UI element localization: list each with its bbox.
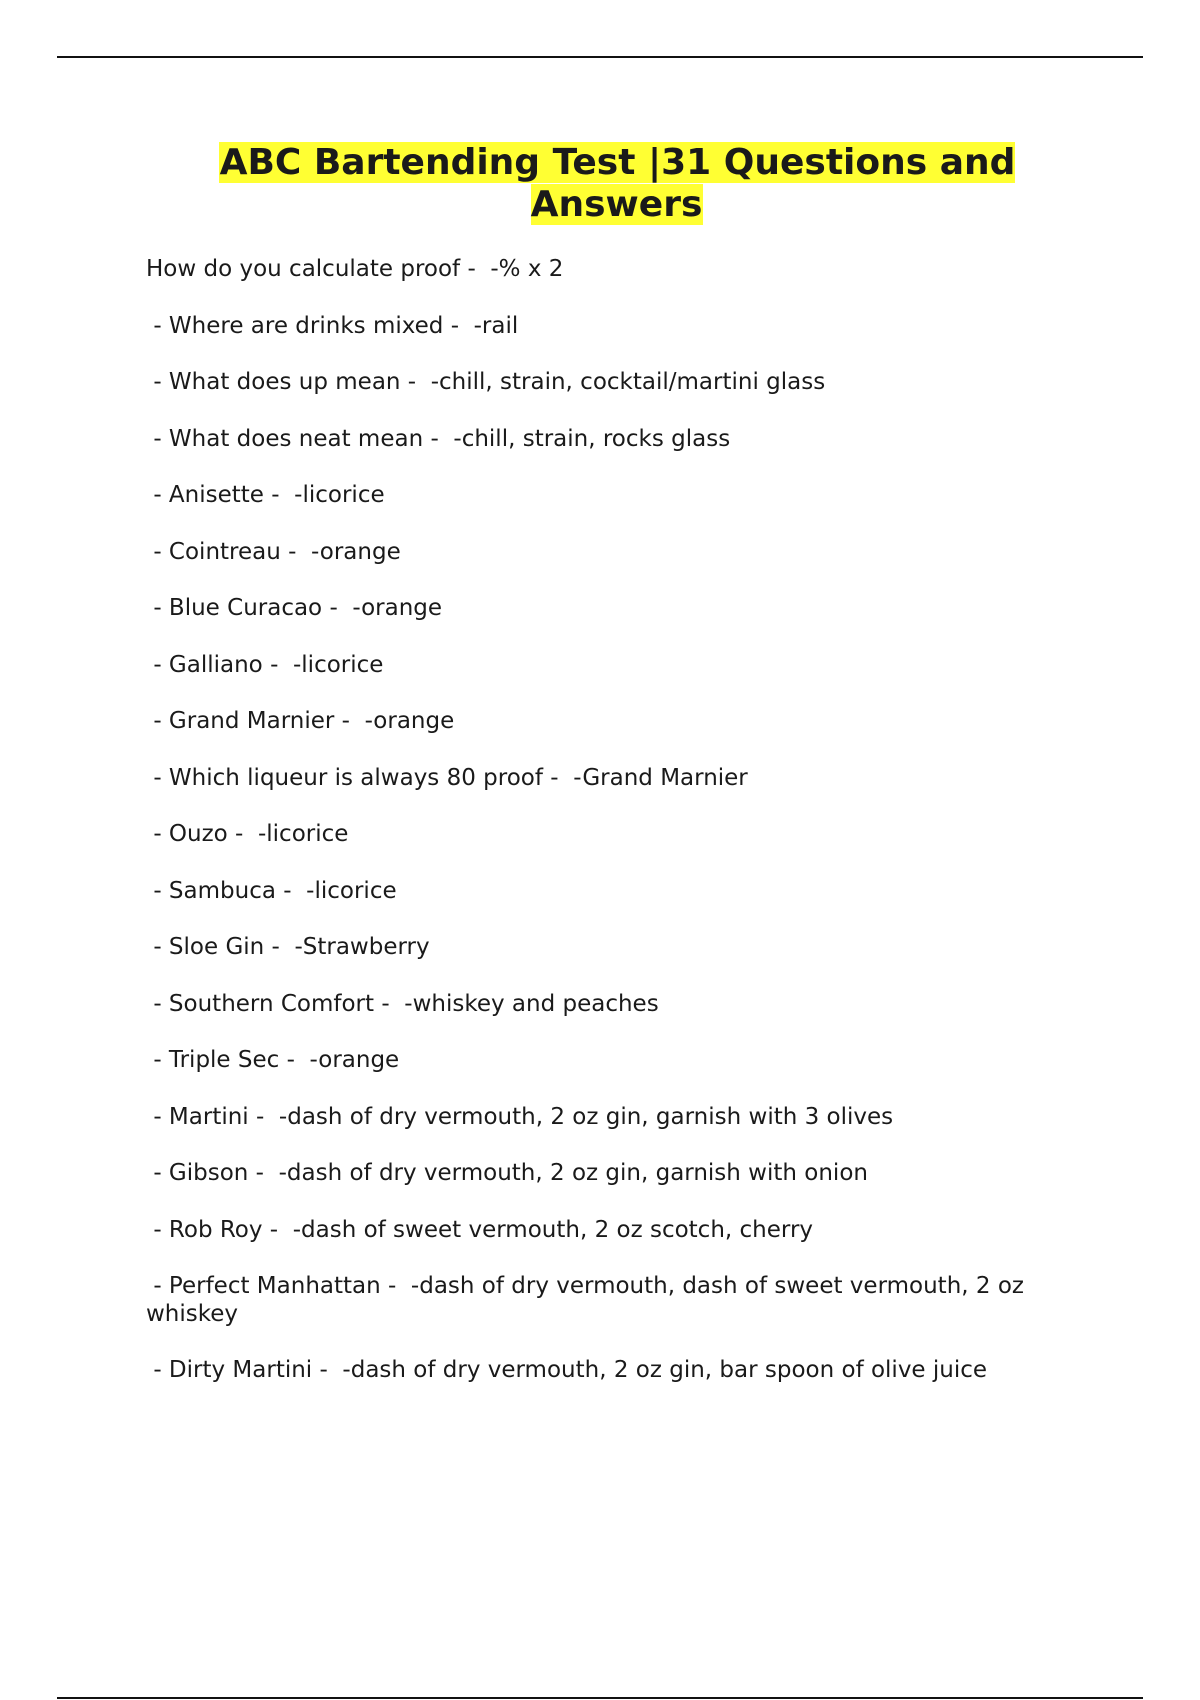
qa-item-galliano: - Galliano - -licorice bbox=[146, 651, 384, 678]
top-divider bbox=[57, 56, 1143, 58]
qa-item-proof: How do you calculate proof - -% x 2 bbox=[146, 256, 564, 282]
qa-item-triple-sec: - Triple Sec - -orange bbox=[146, 1047, 400, 1073]
bottom-divider bbox=[57, 1697, 1143, 1699]
qa-item-ouzo: - Ouzo - -licorice bbox=[146, 821, 349, 847]
qa-item-sambuca: - Sambuca - -licorice bbox=[146, 877, 397, 904]
qa-item-sloe-gin: - Sloe Gin - -Strawberry bbox=[146, 934, 430, 960]
qa-item-drinks-mixed: - Where are drinks mixed - -rail bbox=[146, 312, 519, 339]
qa-item-80-proof: - Which liqueur is always 80 proof - -Grand Marnier bbox=[146, 764, 748, 791]
qa-item-dirty-martini: - Dirty Martini - -dash of dry vermouth, 2 oz gin, bar spoon of olive juice bbox=[146, 1357, 988, 1383]
qa-item-southern-comfort: - Southern Comfort - -whiskey and peaches bbox=[146, 990, 659, 1017]
qa-item-blue-curacao: - Blue Curacao - -orange bbox=[146, 595, 443, 621]
qa-item-gibson: - Gibson - -dash of dry vermouth, 2 oz gin, garnish with onion bbox=[146, 1160, 868, 1186]
qa-item-neat: - What does neat mean - -chill, strain, rocks glass bbox=[146, 425, 731, 452]
qa-item-up: - What does up mean - -chill, strain, cocktail/martini glass bbox=[146, 369, 826, 395]
qa-list bbox=[146, 255, 1086, 1413]
qa-item-perfect-manhattan: - Perfect Manhattan - -dash of dry vermouth, dash of sweet vermouth, 2 oz whiskey bbox=[146, 1273, 1032, 1327]
qa-item-grand-marnier: - Grand Marnier - -orange bbox=[146, 708, 455, 734]
document-title bbox=[200, 142, 1034, 226]
qa-item-cointreau: - Cointreau - -orange bbox=[146, 538, 401, 565]
qa-item-rob-roy: - Rob Roy - -dash of sweet vermouth, 2 oz scotch, cherry bbox=[146, 1216, 814, 1243]
qa-item-anisette: - Anisette - -licorice bbox=[146, 482, 385, 508]
title-highlight: ABC Bartending Test |31 Questions and Answers bbox=[219, 142, 1016, 225]
qa-item-martini: - Martini - -dash of dry vermouth, 2 oz gin, garnish with 3 olives bbox=[146, 1103, 894, 1130]
